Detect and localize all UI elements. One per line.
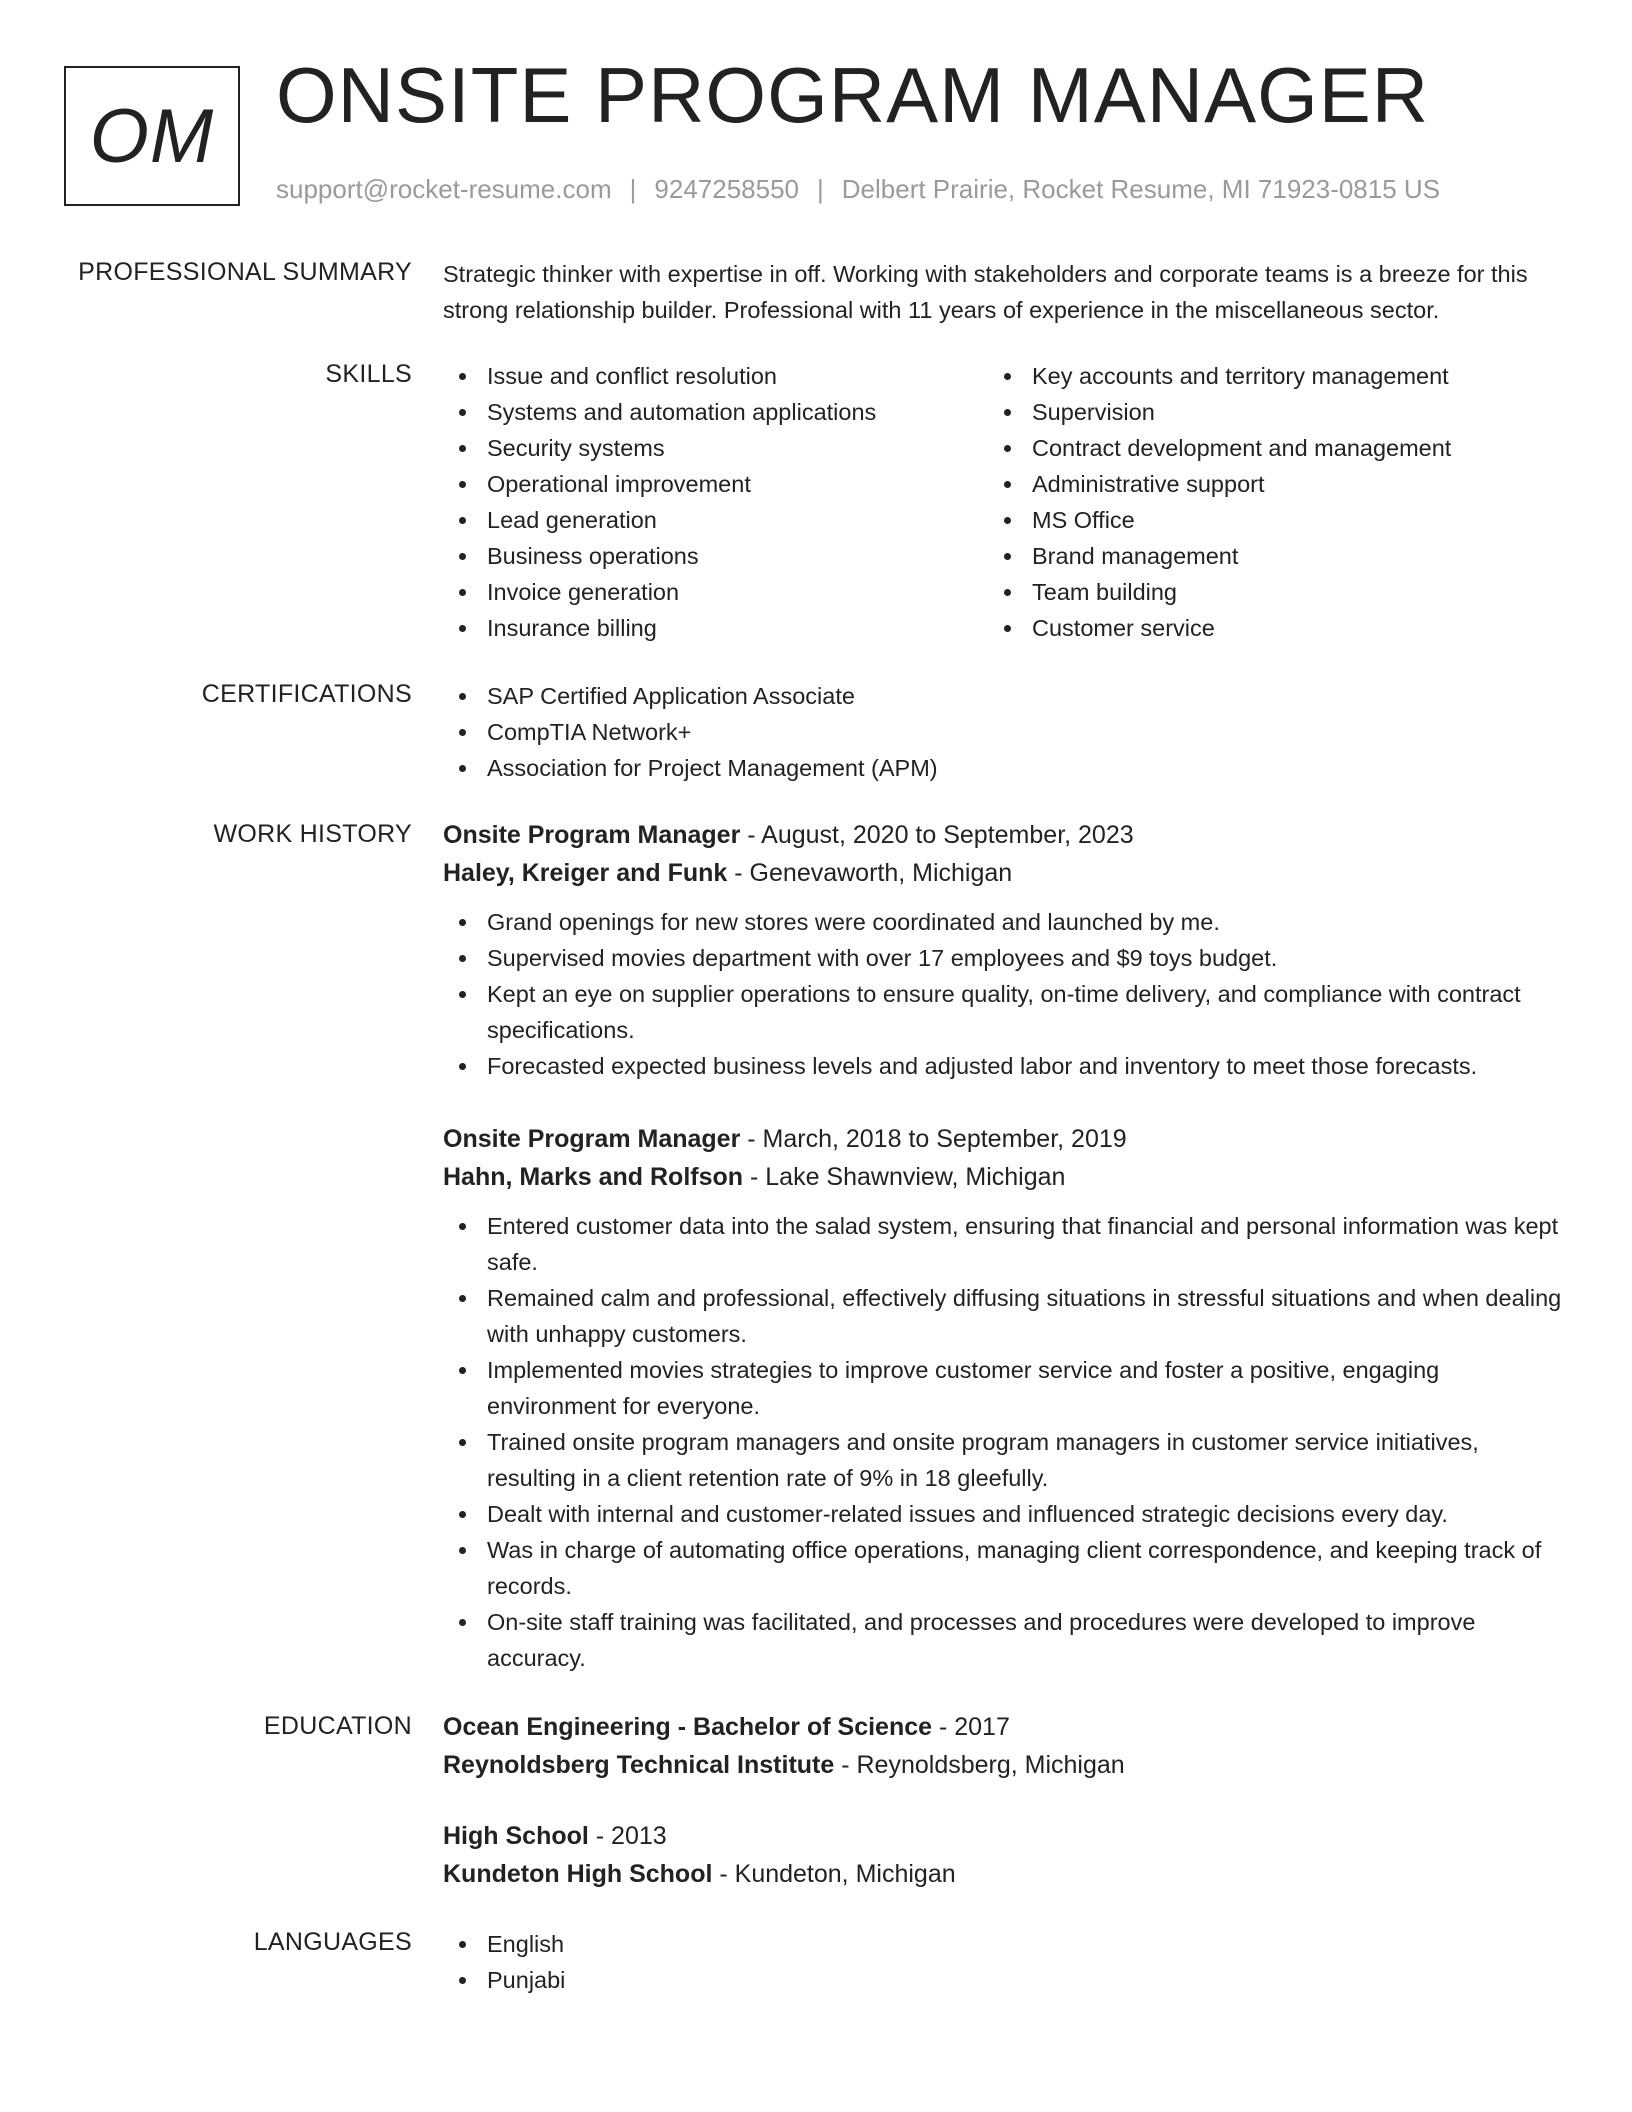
skills-list-right (988, 358, 1533, 646)
skill-item: Contract development and management (988, 430, 1533, 466)
section-label-education: EDUCATION (263, 1712, 412, 1740)
section-label-skills: SKILLS (325, 360, 412, 388)
job-title: Onsite Program Manager (443, 1125, 741, 1153)
job-company-line (443, 854, 1563, 892)
education-school: Kundeton High School (443, 1860, 713, 1888)
skill-item: Lead generation (443, 502, 988, 538)
skill-item: Operational improvement (443, 466, 988, 502)
skill-item: Business operations (443, 538, 988, 574)
skill-item: Key accounts and territory management (988, 358, 1533, 394)
skill-item: Customer service (988, 610, 1533, 646)
language-item: Punjabi (443, 1962, 1563, 1998)
skill-item: Security systems (443, 430, 988, 466)
skills-list-left (443, 358, 988, 646)
language-item: English (443, 1926, 1563, 1962)
education-year: - 2013 (588, 1822, 667, 1850)
job-entry (443, 1120, 1563, 1676)
job-duty: Trained onsite program managers and onsite program managers in customer service initiatives, resulting in a client retention rate of 9% in 18 gleefully. (443, 1424, 1563, 1496)
job-duties-list (443, 904, 1563, 1084)
job-duty: Kept an eye on supplier operations to ensure quality, on-time delivery, and compliance with contract specifications. (443, 976, 1563, 1048)
education-location: - Reynoldsberg, Michigan (834, 1751, 1125, 1779)
job-dates: - August, 2020 to September, 2023 (740, 821, 1134, 849)
education-school-line (443, 1746, 1563, 1784)
contact-line (276, 174, 1440, 205)
certifications-section (443, 678, 1563, 786)
contact-phone[interactable]: 9247258550 (654, 174, 799, 204)
certification-item: SAP Certified Application Associate (443, 678, 1563, 714)
skill-item: Insurance billing (443, 610, 988, 646)
education-year: - 2017 (932, 1713, 1010, 1741)
skill-item: Team building (988, 574, 1533, 610)
job-duty: On-site staff training was facilitated, and processes and procedures were developed to improve accuracy. (443, 1604, 1563, 1676)
education-school-line (443, 1855, 1563, 1893)
contact-email[interactable]: support@rocket-resume.com (276, 174, 612, 204)
skill-item: Systems and automation applications (443, 394, 988, 430)
skills-section (443, 358, 1563, 646)
job-title-line (443, 1120, 1563, 1158)
job-duty: Supervised movies department with over 17 employees and $9 toys budget. (443, 940, 1563, 976)
skill-item: Supervision (988, 394, 1533, 430)
skill-item: Issue and conflict resolution (443, 358, 988, 394)
section-label-work-history: WORK HISTORY (213, 820, 412, 848)
job-company: Hahn, Marks and Rolfson (443, 1163, 744, 1191)
job-duty: Was in charge of automating office operations, managing client correspondence, and keeping track of records. (443, 1532, 1563, 1604)
job-location: - Genevaworth, Michigan (727, 859, 1013, 887)
job-duty: Grand openings for new stores were coordinated and launched by me. (443, 904, 1563, 940)
education-entry (443, 1708, 1563, 1784)
job-duties-list (443, 1208, 1563, 1676)
job-title-line (443, 816, 1563, 854)
education-location: - Kundeton, Michigan (712, 1860, 956, 1888)
contact-address: Delbert Prairie, Rocket Resume, MI 71923-0815 US (841, 174, 1441, 204)
job-title: Onsite Program Manager (443, 821, 741, 849)
job-duty: Entered customer data into the salad system, ensuring that financial and personal information was kept safe. (443, 1208, 1563, 1280)
page-title: ONSITE PROGRAM MANAGER (276, 51, 1430, 139)
job-entry (443, 816, 1563, 1084)
education-degree-line (443, 1817, 1563, 1855)
job-duty: Remained calm and professional, effectively diffusing situations in stressful situations and when dealing with unhappy customers. (443, 1280, 1563, 1352)
section-label-summary: PROFESSIONAL SUMMARY (78, 258, 412, 286)
education-entry (443, 1817, 1563, 1893)
section-label-certifications: CERTIFICATIONS (201, 680, 412, 708)
job-duty: Dealt with internal and customer-related issues and influenced strategic decisions every day. (443, 1496, 1563, 1532)
certification-item: Association for Project Management (APM) (443, 750, 1563, 786)
education-degree-line (443, 1708, 1563, 1746)
job-company: Haley, Kreiger and Funk (443, 859, 728, 887)
section-label-languages: LANGUAGES (253, 1928, 412, 1956)
languages-section (443, 1926, 1563, 1998)
certification-item: CompTIA Network+ (443, 714, 1563, 750)
skill-item: Invoice generation (443, 574, 988, 610)
summary-text: Strategic thinker with expertise in off. Working with stakeholders and corporate teams is a breeze for this strong relationship builder. Professional with 11 years of experience in the miscellaneous sector. (443, 261, 1528, 323)
job-company-line (443, 1158, 1563, 1196)
job-duty: Forecasted expected business levels and adjusted labor and inventory to meet those forecasts. (443, 1048, 1563, 1084)
contact-separator: | (817, 174, 824, 204)
education-degree: High School (443, 1822, 589, 1850)
education-degree: Ocean Engineering - Bachelor of Science (443, 1713, 933, 1741)
monogram-logo: OM (64, 66, 240, 206)
education-school: Reynoldsberg Technical Institute (443, 1751, 835, 1779)
job-duty: Implemented movies strategies to improve customer service and foster a positive, engaging environment for everyone. (443, 1352, 1563, 1424)
skill-item: MS Office (988, 502, 1533, 538)
certifications-list (443, 678, 1563, 786)
job-dates: - March, 2018 to September, 2019 (740, 1125, 1127, 1153)
skill-item: Administrative support (988, 466, 1533, 502)
languages-list (443, 1926, 1563, 1998)
job-location: - Lake Shawnview, Michigan (743, 1163, 1066, 1191)
skill-item: Brand management (988, 538, 1533, 574)
contact-separator: | (629, 174, 637, 204)
